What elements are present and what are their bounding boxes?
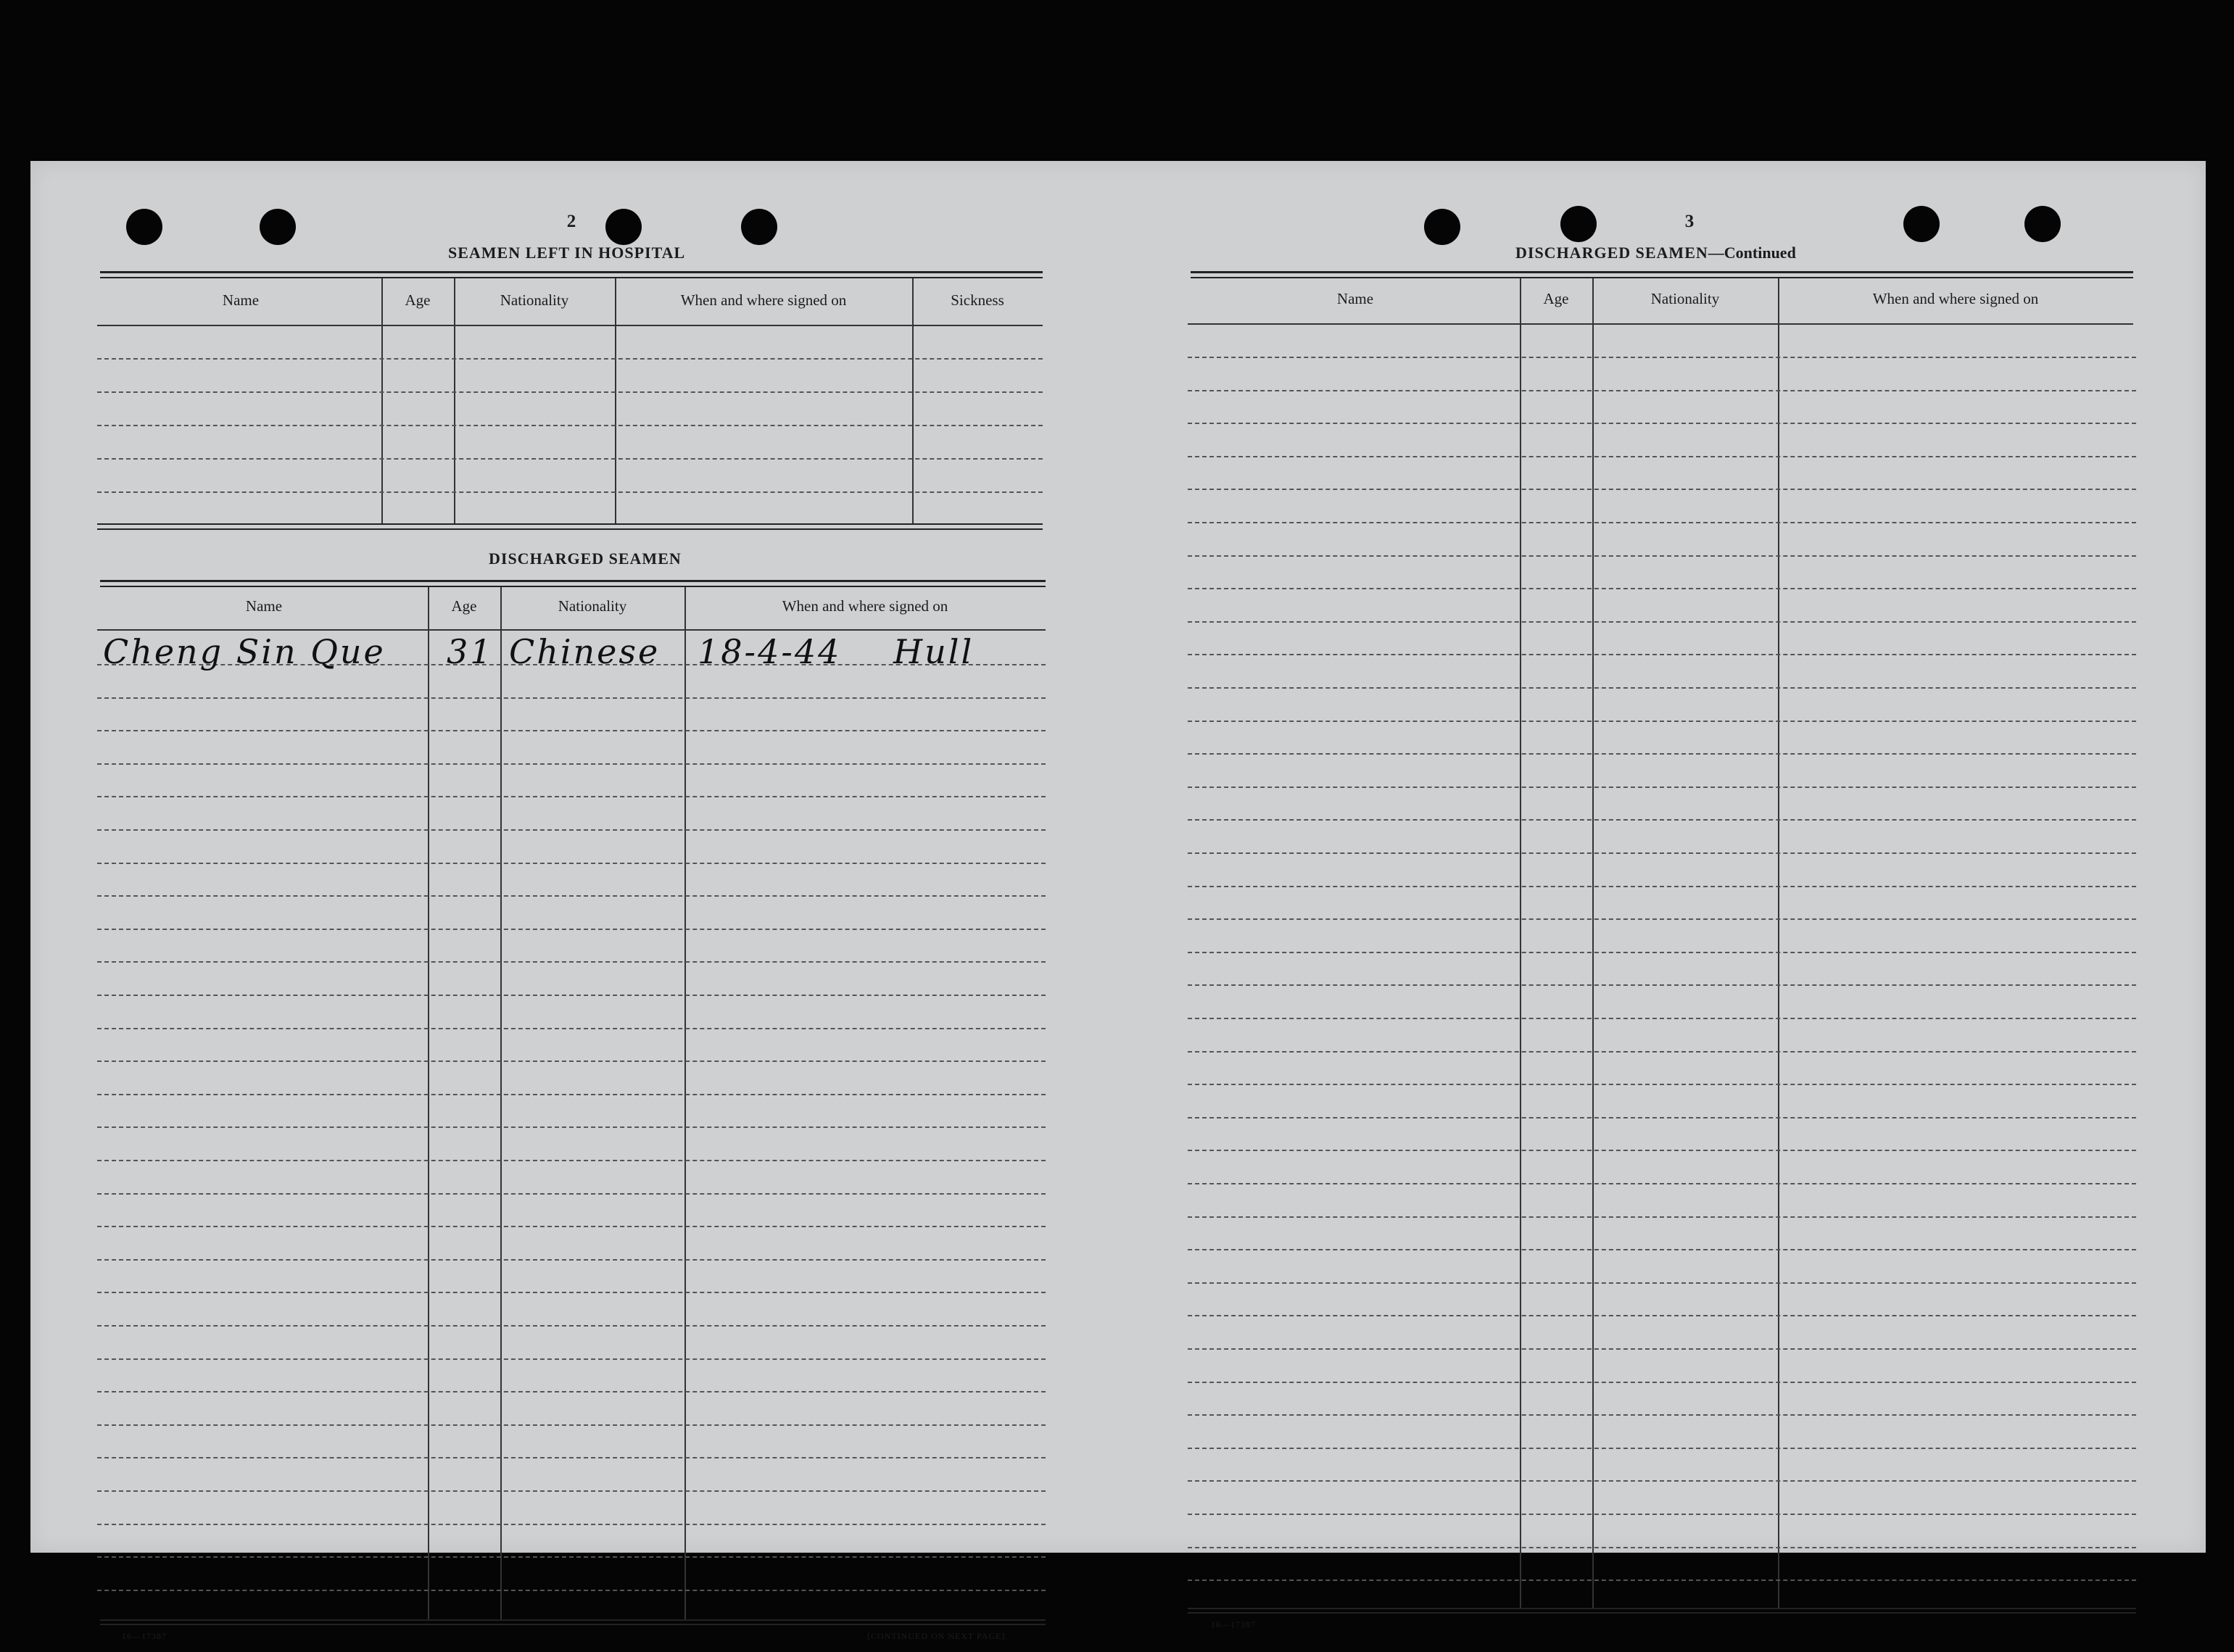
hospital-col-nationality: Nationality: [500, 291, 569, 309]
hospital-divider: [912, 278, 914, 525]
punch-hole: [2024, 206, 2061, 242]
discharged-divider: [428, 587, 429, 1619]
ruled-line: [97, 730, 1046, 731]
ruled-line: [1188, 357, 2136, 358]
entry-place: Hull: [893, 632, 975, 671]
right-bottom-rule: [1188, 1608, 2136, 1609]
ruled-line: [1188, 621, 2136, 623]
ruled-line: [97, 1490, 1046, 1492]
right-col-when-where: When and where signed on: [1872, 290, 2039, 307]
ruled-line: [97, 1226, 1046, 1227]
ruled-line: [1188, 1216, 2136, 1218]
ruled-line: [97, 961, 1046, 963]
ruled-line: [97, 1424, 1046, 1426]
entry-date: 18-4-44: [698, 632, 842, 671]
hospital-section-title: SEAMEN LEFT IN HOSPITAL: [448, 244, 686, 262]
discharged-divider: [684, 587, 686, 1619]
ruled-line: [97, 1060, 1046, 1062]
discharged-col-when-where: When and where signed on: [782, 597, 948, 615]
right-col-age: Age: [1543, 290, 1569, 307]
ruled-line: [1188, 753, 2136, 755]
discharged-bottom-rule: [100, 1619, 1046, 1621]
discharged-col-nationality: Nationality: [558, 597, 627, 615]
hospital-divider: [454, 278, 455, 525]
entry-name: Cheng Sin Que: [103, 632, 386, 671]
punch-hole: [605, 209, 642, 245]
punch-hole: [126, 209, 162, 245]
hospital-col-when-where: When and where signed on: [680, 291, 847, 309]
ruled-line: [1188, 984, 2136, 986]
punch-hole: [1560, 206, 1597, 242]
right-page-number: 3: [1684, 212, 1695, 231]
ruled-line: [1188, 1414, 2136, 1416]
discharged-col-age: Age: [451, 597, 477, 615]
ruled-line: [97, 1391, 1046, 1392]
entry-age: 31: [447, 632, 494, 671]
ruled-line: [97, 1259, 1046, 1261]
ruled-line: [1188, 1183, 2136, 1184]
right-title-main: DISCHARGED SEAMEN: [1515, 244, 1708, 262]
right-section-title: [1515, 244, 1796, 262]
ruled-line: [1188, 1547, 2136, 1548]
right-top-rule: [1191, 277, 2133, 278]
ruled-line: [97, 895, 1046, 897]
ruled-line: [97, 1556, 1046, 1558]
hospital-bottom-rule: [97, 523, 1043, 525]
ruled-line: [1188, 852, 2136, 854]
ruled-line: [1188, 1084, 2136, 1085]
hospital-row-line: [97, 391, 1043, 393]
hospital-row-line: [97, 458, 1043, 460]
ruled-line: [1188, 1580, 2136, 1581]
discharged-section-title: DISCHARGED SEAMEN: [489, 549, 682, 568]
left-form-number: 16—17387: [122, 1631, 167, 1641]
continued-note: [CONTINUED ON NEXT PAGE]: [867, 1631, 1006, 1641]
ruled-line: [1188, 687, 2136, 689]
ruled-line: [1188, 423, 2136, 424]
ruled-line: [1188, 819, 2136, 821]
right-divider: [1592, 278, 1594, 1609]
right-form-number: 16—17387: [1211, 1619, 1256, 1630]
ruled-line: [1188, 721, 2136, 722]
discharged-header-line: [97, 629, 1046, 631]
hospital-col-age: Age: [405, 291, 431, 309]
ruled-line: [1188, 1018, 2136, 1019]
hospital-divider: [381, 278, 383, 525]
entry-nationality: Chinese: [509, 632, 661, 671]
punch-hole: [741, 209, 777, 245]
ruled-line: [97, 697, 1046, 699]
punch-hole: [260, 209, 296, 245]
ruled-line: [1188, 390, 2136, 391]
ruled-line: [97, 1094, 1046, 1095]
ruled-line: [1188, 886, 2136, 887]
ruled-line: [97, 1457, 1046, 1458]
ruled-line: [1188, 1382, 2136, 1383]
ruled-line: [97, 1126, 1046, 1128]
discharged-divider: [500, 587, 502, 1619]
right-header-line: [1188, 323, 2133, 325]
hospital-row-line: [97, 425, 1043, 426]
ruled-line: [1188, 654, 2136, 655]
ruled-line: [1188, 1117, 2136, 1118]
right-col-nationality: Nationality: [1650, 290, 1720, 307]
discharged-col-name: Name: [245, 597, 283, 615]
ruled-line: [1188, 1249, 2136, 1250]
hospital-row-line: [97, 491, 1043, 493]
hospital-row-line: [97, 358, 1043, 360]
discharged-top-rule: [100, 580, 1046, 582]
ledger-sheet: [30, 161, 2206, 1641]
discharged-top-rule: [100, 586, 1046, 587]
ruled-line: [97, 995, 1046, 996]
ruled-line: [97, 1325, 1046, 1327]
discharged-bottom-rule: [100, 1624, 1046, 1625]
ruled-line: [97, 863, 1046, 864]
hospital-col-name: Name: [222, 291, 260, 309]
ruled-line: [1188, 1150, 2136, 1151]
punch-hole: [1903, 206, 1940, 242]
ruled-line: [97, 1358, 1046, 1360]
ruled-line: [1188, 456, 2136, 457]
ruled-line: [97, 1193, 1046, 1195]
ruled-line: [1188, 1514, 2136, 1515]
ruled-line: [1188, 522, 2136, 523]
ruled-line: [97, 929, 1046, 930]
ruled-line: [1188, 1348, 2136, 1350]
ruled-line: [97, 796, 1046, 797]
ruled-line: [97, 763, 1046, 765]
hospital-top-rule: [100, 277, 1043, 278]
ruled-line: [1188, 1282, 2136, 1284]
punch-hole: [1424, 209, 1460, 245]
ruled-line: [97, 1292, 1046, 1293]
ruled-line: [97, 829, 1046, 831]
ruled-line: [1188, 1315, 2136, 1316]
hospital-bottom-rule: [97, 528, 1043, 530]
ruled-line: [1188, 1051, 2136, 1053]
ruled-line: [1188, 786, 2136, 788]
hospital-header-line: [97, 325, 1043, 326]
right-title-suffix: —Continued: [1708, 244, 1796, 262]
hospital-col-sickness: Sickness: [951, 291, 1004, 309]
ruled-line: [1188, 588, 2136, 589]
ruled-line: [1188, 1448, 2136, 1449]
hospital-divider: [615, 278, 616, 525]
right-top-rule: [1191, 271, 2133, 273]
right-bottom-rule: [1188, 1612, 2136, 1614]
left-page-number: 2: [566, 212, 576, 231]
right-col-name: Name: [1336, 290, 1374, 307]
ruled-line: [97, 1160, 1046, 1161]
right-divider: [1520, 278, 1521, 1609]
ruled-line: [1188, 555, 2136, 557]
ruled-line: [1188, 489, 2136, 490]
right-divider: [1778, 278, 1779, 1609]
hospital-top-rule: [100, 271, 1043, 273]
ruled-line: [97, 1524, 1046, 1525]
ruled-line: [97, 1590, 1046, 1591]
ruled-line: [1188, 952, 2136, 953]
ruled-line: [97, 1028, 1046, 1029]
ruled-line: [1188, 1480, 2136, 1482]
ruled-line: [1188, 918, 2136, 920]
